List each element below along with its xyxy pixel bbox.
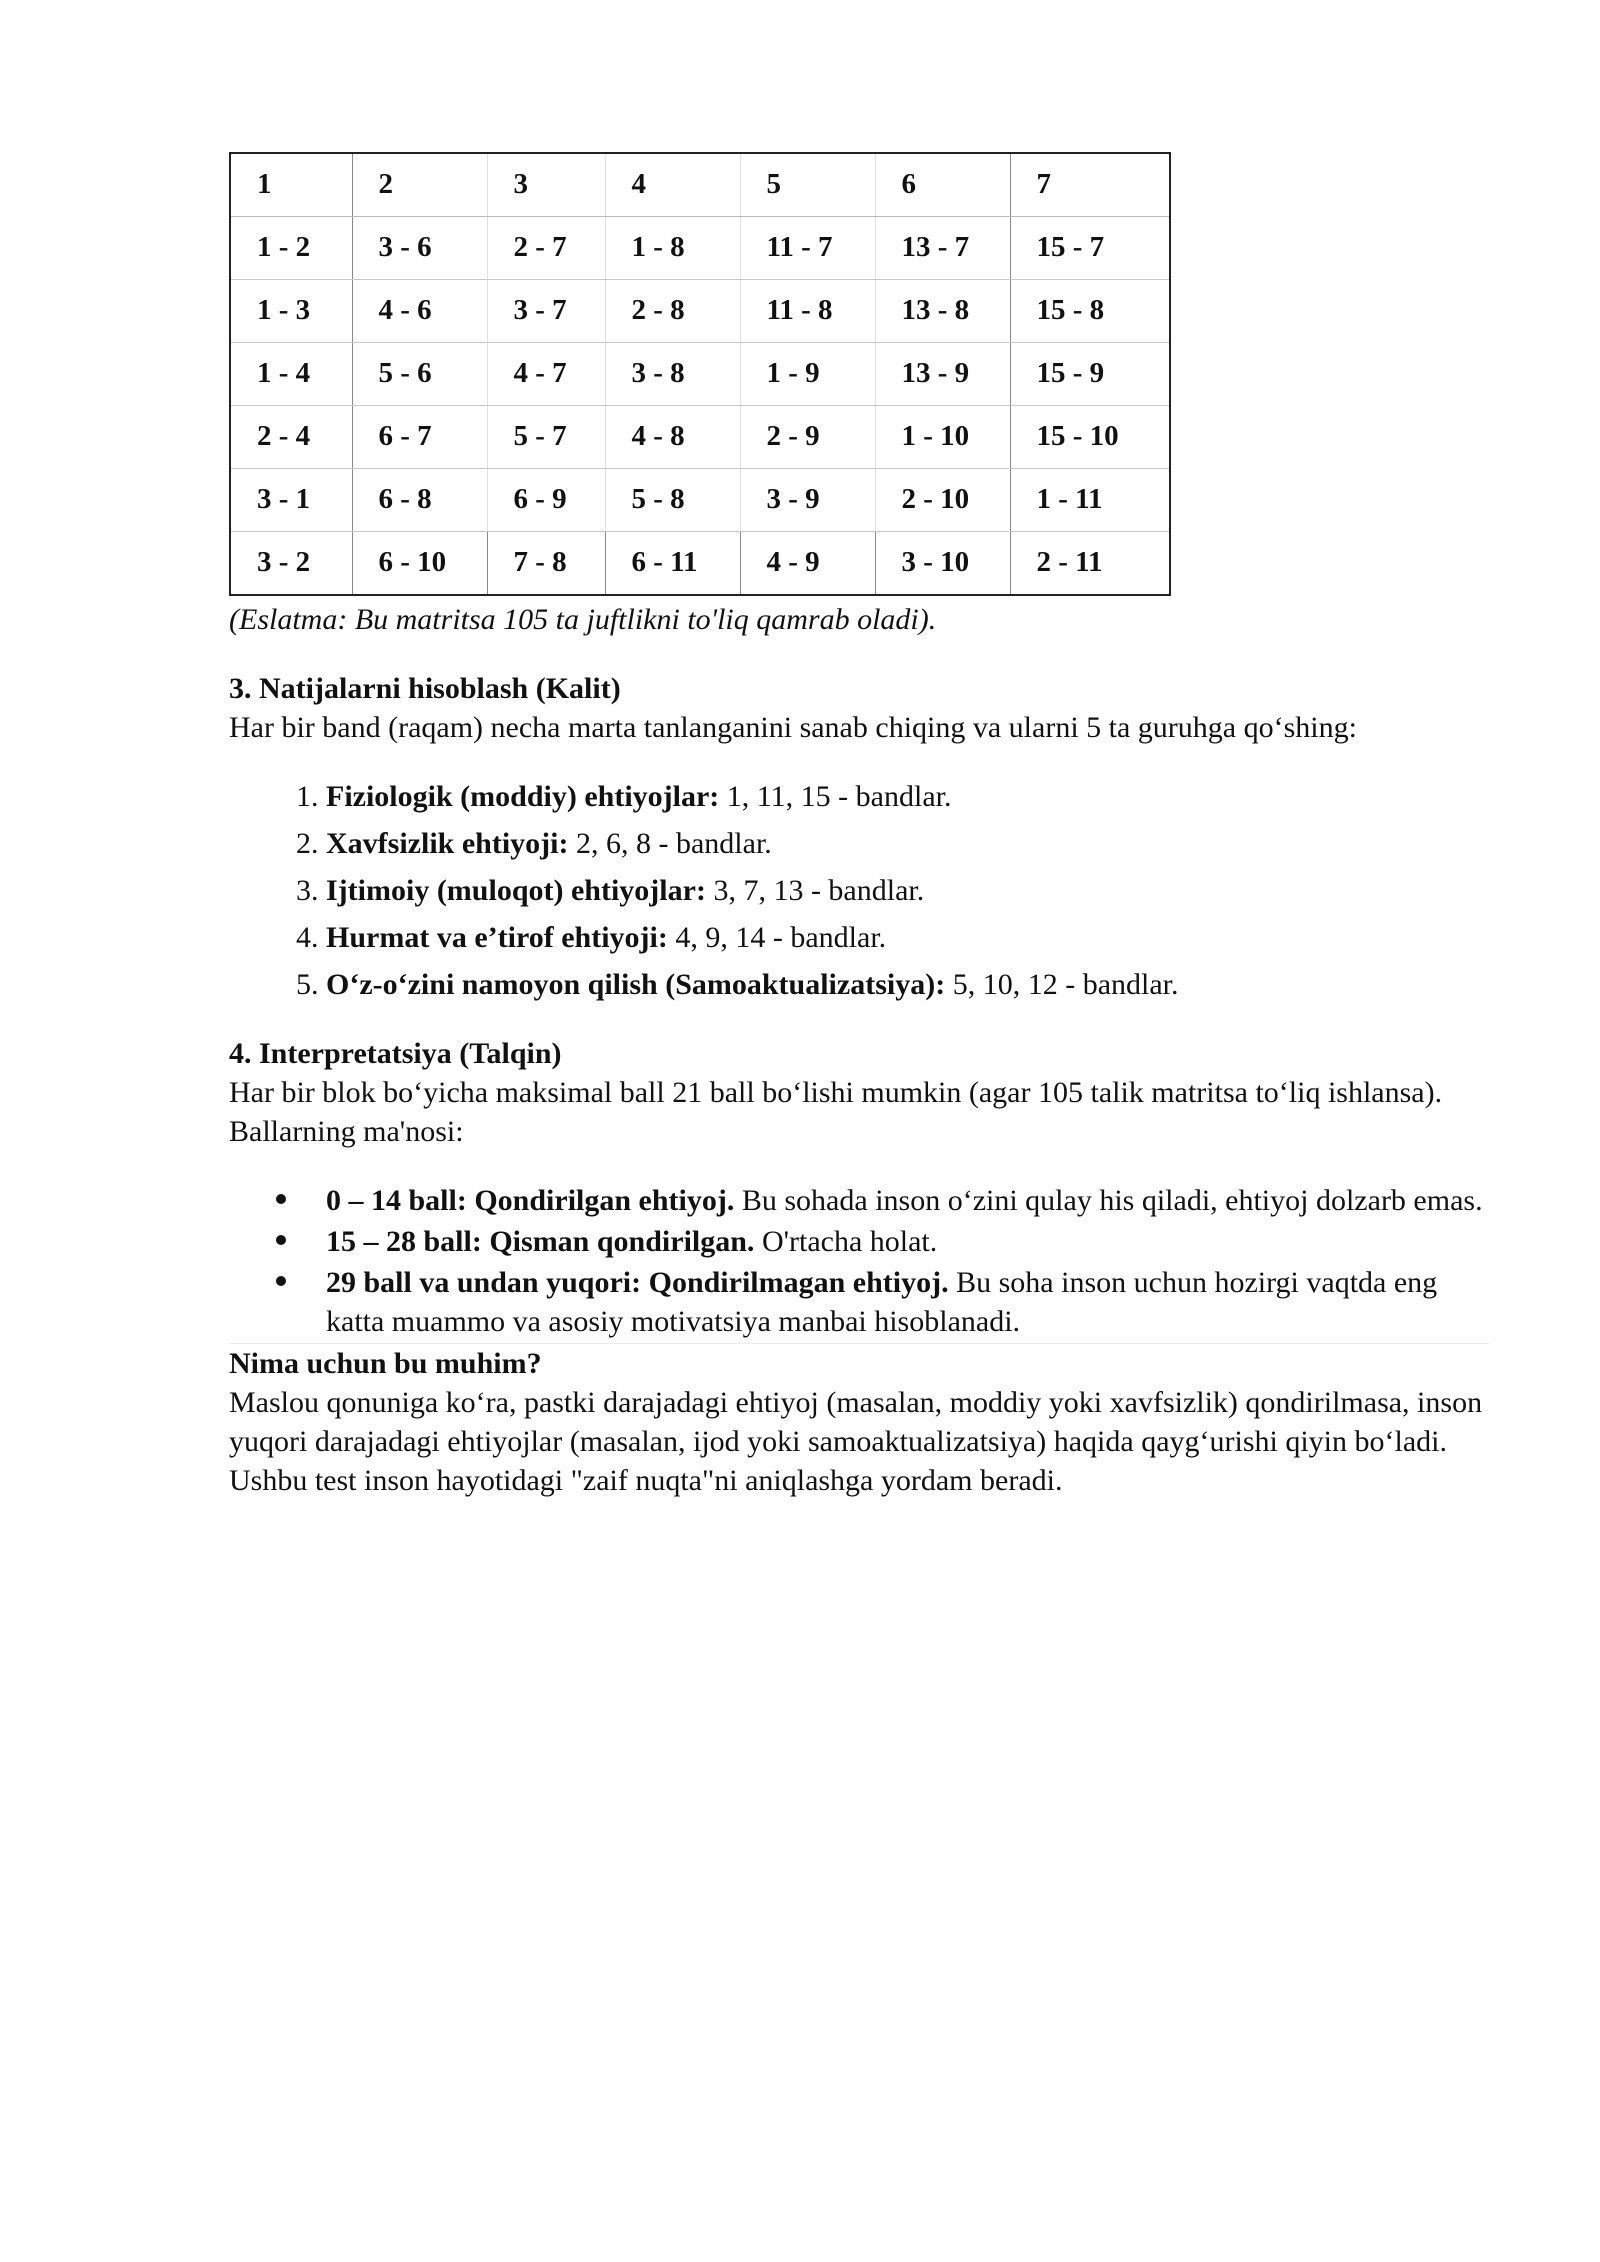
- matrix-cell: 3 - 10: [875, 532, 1010, 596]
- matrix-cell: 5 - 7: [487, 406, 605, 469]
- matrix-cell: 3 - 8: [605, 343, 740, 406]
- document-page: [229, 152, 1489, 1500]
- list-item-label: Fiziologik (moddiy) ehtiyojlar:: [326, 780, 720, 813]
- matrix-header-cell: 3: [487, 153, 605, 217]
- matrix-cell: 1 - 2: [230, 217, 352, 280]
- matrix-cell: 15 - 7: [1010, 217, 1170, 280]
- matrix-cell: 1 - 10: [875, 406, 1010, 469]
- bullet-icon: [276, 1276, 286, 1286]
- matrix-header-cell: 7: [1010, 153, 1170, 217]
- list-item-label: 15 – 28 ball: Qisman qondirilgan.: [326, 1225, 755, 1258]
- matrix-cell: 5 - 8: [605, 469, 740, 532]
- matrix-cell: 15 - 9: [1010, 343, 1170, 406]
- matrix-header-cell: 5: [740, 153, 875, 217]
- matrix-cell: 2 - 11: [1010, 532, 1170, 596]
- matrix-cell: 1 - 4: [230, 343, 352, 406]
- matrix-cell: 2 - 10: [875, 469, 1010, 532]
- matrix-cell: 6 - 8: [352, 469, 487, 532]
- list-item: [326, 1222, 1489, 1261]
- matrix-header-cell: 6: [875, 153, 1010, 217]
- list-item: [326, 871, 1489, 910]
- matrix-row: [230, 532, 1170, 596]
- list-item-label: Hurmat va e’tirof ehtiyoji:: [326, 921, 668, 954]
- matrix-cell: 3 - 7: [487, 280, 605, 343]
- matrix-cell: 4 - 8: [605, 406, 740, 469]
- list-item-text: Bu sohada inson o‘zini qulay his qiladi, ehtiyoj dolzarb emas.: [734, 1184, 1483, 1217]
- list-item-text: 3, 7, 13 - bandlar.: [705, 874, 925, 907]
- why-text: Maslou qonuniga ko‘ra, pastki darajadagi ehtiyoj (masalan, moddiy yoki xavfsizlik) qondirilmasa, inson yuqori darajadagi ehtiyojlar (masalan, ijod yoki samoaktualizatsiya) haqida qayg‘urishi qiyin bo‘ladi. Ushbu test inson hayotidagi "zaif nuqta"ni aniqlashga yordam beradi.: [229, 1386, 1483, 1497]
- matrix-header-row: [230, 153, 1170, 217]
- list-item-label: 0 – 14 ball: Qondirilgan ehtiyoj.: [326, 1184, 735, 1217]
- needs-key-list: [229, 777, 1489, 1004]
- pair-matrix-table: [229, 152, 1171, 596]
- list-item-text: 1, 11, 15 - bandlar.: [719, 780, 952, 813]
- matrix-cell: 6 - 10: [352, 532, 487, 596]
- bullet-icon: [276, 1194, 286, 1204]
- matrix-cell: 6 - 7: [352, 406, 487, 469]
- matrix-cell: 3 - 1: [230, 469, 352, 532]
- matrix-row: [230, 343, 1170, 406]
- matrix-row: [230, 280, 1170, 343]
- list-item: [326, 777, 1489, 816]
- matrix-header-cell: 4: [605, 153, 740, 217]
- list-item-label: Ijtimoiy (muloqot) ehtiyojlar:: [326, 874, 706, 907]
- matrix-cell: 4 - 6: [352, 280, 487, 343]
- bullet-icon: [276, 1235, 286, 1245]
- matrix-cell: 3 - 2: [230, 532, 352, 596]
- matrix-cell: 13 - 7: [875, 217, 1010, 280]
- list-item: [326, 1181, 1489, 1220]
- list-item: [326, 965, 1489, 1004]
- matrix-cell: 1 - 9: [740, 343, 875, 406]
- matrix-cell: 3 - 6: [352, 217, 487, 280]
- list-item-text: 4, 9, 14 - bandlar.: [667, 921, 887, 954]
- matrix-cell: 13 - 9: [875, 343, 1010, 406]
- matrix-body: [230, 153, 1170, 595]
- section3-intro: Har bir band (raqam) necha marta tanlanganini sanab chiqing va ularni 5 ta guruhga qo‘shing:: [229, 711, 1357, 744]
- matrix-cell: 2 - 8: [605, 280, 740, 343]
- matrix-cell: 2 - 4: [230, 406, 352, 469]
- list-item-label: 29 ball va undan yuqori: Qondirilmagan ehtiyoj.: [326, 1266, 949, 1299]
- matrix-row: [230, 217, 1170, 280]
- matrix-cell: 15 - 10: [1010, 406, 1170, 469]
- list-item: [326, 824, 1489, 863]
- list-item-label: Xavfsizlik ehtiyoji:: [326, 827, 569, 860]
- list-item: [326, 918, 1489, 957]
- matrix-cell: 4 - 7: [487, 343, 605, 406]
- why-heading: Nima uchun bu muhim?: [229, 1347, 542, 1380]
- matrix-row: [230, 406, 1170, 469]
- matrix-cell: 4 - 9: [740, 532, 875, 596]
- list-item-text: 2, 6, 8 - bandlar.: [568, 827, 772, 860]
- matrix-cell: 1 - 3: [230, 280, 352, 343]
- list-item-label: O‘z-o‘zini namoyon qilish (Samoaktualizatsiya):: [326, 968, 946, 1001]
- list-item-text: O'rtacha holat.: [754, 1225, 938, 1258]
- list-item-text: 5, 10, 12 - bandlar.: [945, 968, 1179, 1001]
- matrix-cell: 5 - 6: [352, 343, 487, 406]
- matrix-cell: 13 - 8: [875, 280, 1010, 343]
- section3-heading: 3. Natijalarni hisoblash (Kalit): [229, 672, 621, 705]
- matrix-cell: 3 - 9: [740, 469, 875, 532]
- matrix-cell: 2 - 9: [740, 406, 875, 469]
- section4-intro: Har bir blok bo‘yicha maksimal ball 21 ball bo‘lishi mumkin (agar 105 talik matritsa to‘liq ishlansa). Ballarning ma'nosi:: [229, 1076, 1443, 1148]
- matrix-cell: 15 - 8: [1010, 280, 1170, 343]
- matrix-cell: 1 - 8: [605, 217, 740, 280]
- matrix-note: (Eslatma: Bu matritsa 105 ta juftlikni to'liq qamrab oladi).: [229, 603, 937, 636]
- matrix-cell: 11 - 8: [740, 280, 875, 343]
- matrix-cell: 2 - 7: [487, 217, 605, 280]
- matrix-row: [230, 469, 1170, 532]
- matrix-cell: 6 - 11: [605, 532, 740, 596]
- score-interpretation-list: [229, 1181, 1489, 1341]
- list-item: [326, 1263, 1489, 1341]
- matrix-header-cell: 2: [352, 153, 487, 217]
- matrix-cell: 6 - 9: [487, 469, 605, 532]
- matrix-cell: 7 - 8: [487, 532, 605, 596]
- list-item-text: Bu soha inson uchun hozirgi vaqtda eng katta muammo va asosiy motivatsiya manbai hisoblanadi.: [326, 1266, 1438, 1338]
- matrix-cell: 11 - 7: [740, 217, 875, 280]
- section4-heading: 4. Interpretatsiya (Talqin): [229, 1037, 562, 1070]
- matrix-header-cell: 1: [230, 153, 352, 217]
- matrix-cell: 1 - 11: [1010, 469, 1170, 532]
